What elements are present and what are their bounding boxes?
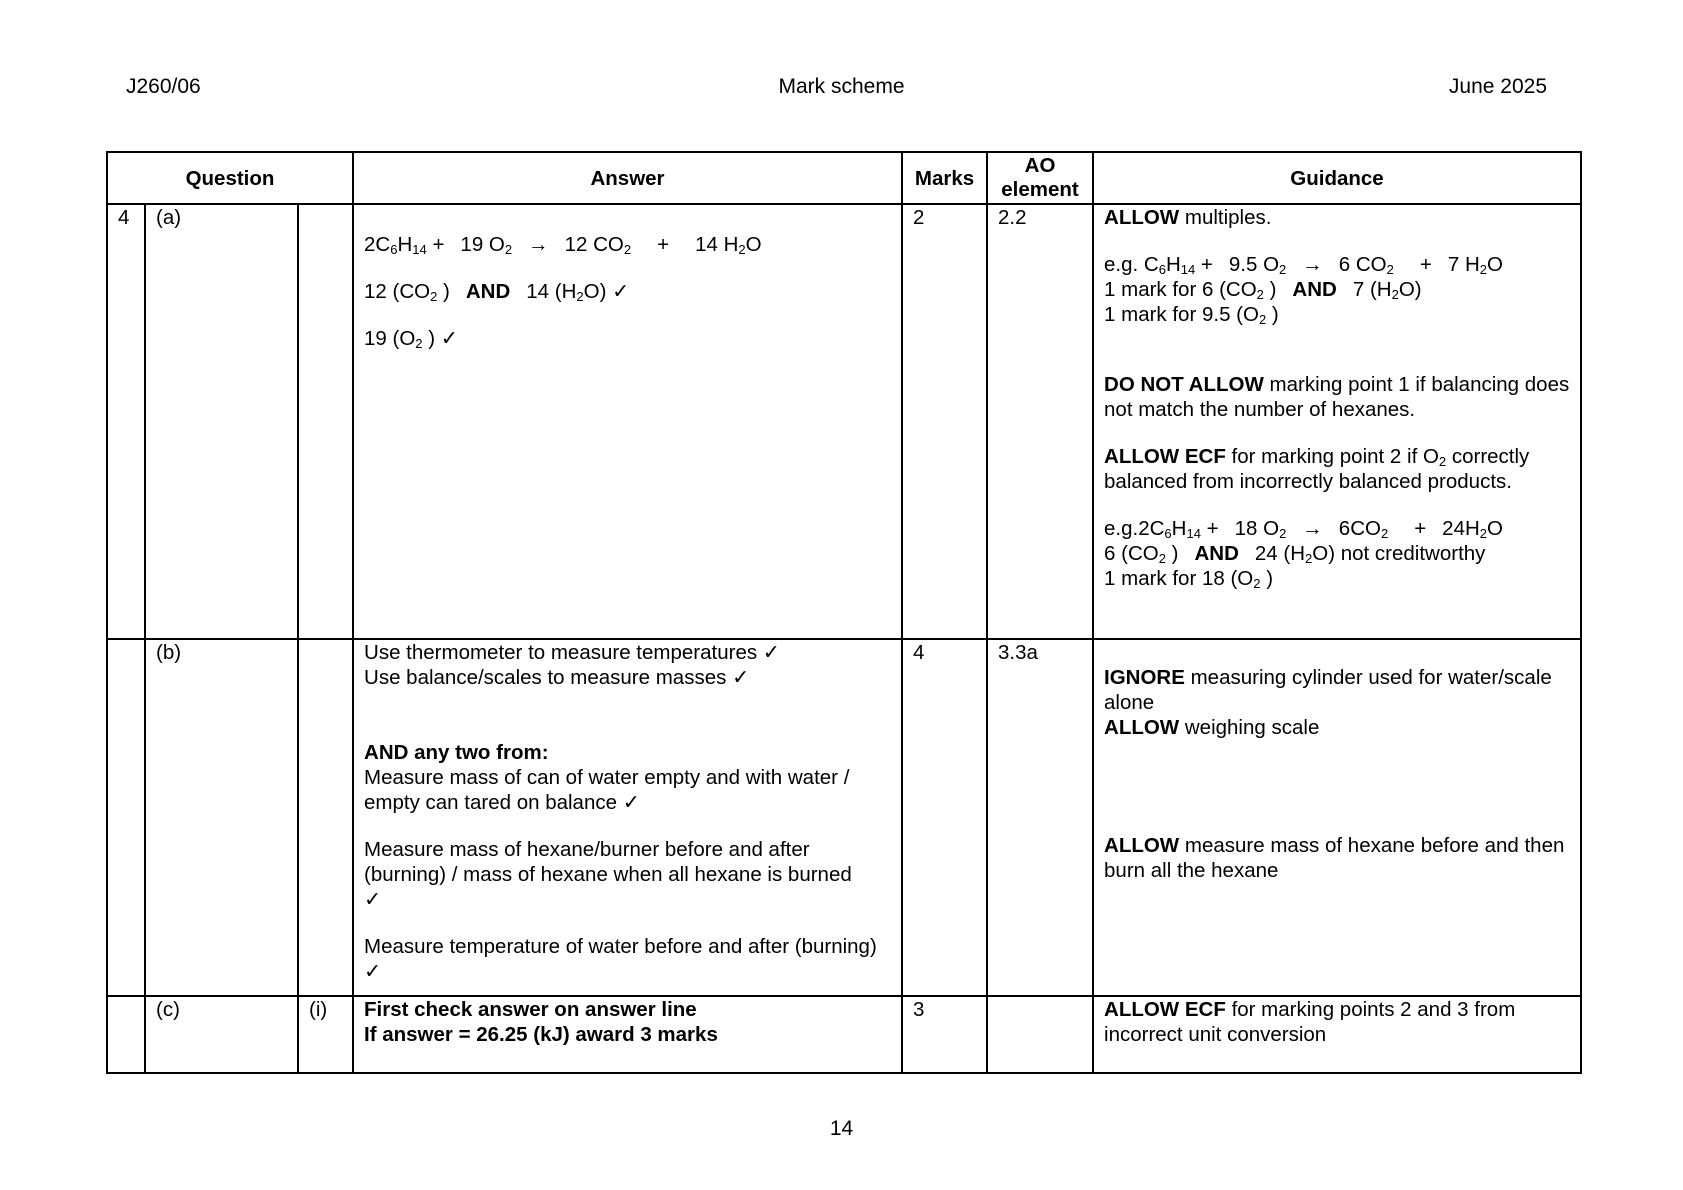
question-subpart bbox=[298, 204, 353, 639]
do-not-allow-label: DO NOT ALLOW bbox=[1104, 373, 1264, 396]
table-row bbox=[107, 204, 1581, 639]
table-header-row bbox=[107, 152, 1581, 204]
guidance-cell: ALLOW ECF for marking points 2 and 3 from incorrect unit conversion bbox=[1093, 996, 1581, 1073]
mark-scheme-table bbox=[106, 151, 1582, 1074]
allow-label: ALLOW bbox=[1104, 834, 1180, 857]
marks-cell: 2 bbox=[902, 204, 987, 639]
question-part: (c) bbox=[145, 996, 298, 1073]
ao-element-cell: 3.3a bbox=[987, 639, 1093, 996]
answer-cell: First check answer on answer line If answer = 26.25 (kJ) award 3 marks bbox=[353, 996, 902, 1073]
tick-icon: ✓ bbox=[364, 888, 382, 911]
allow-ecf-label: ALLOW ECF bbox=[1104, 998, 1226, 1021]
tick-icon: ✓ bbox=[612, 280, 630, 303]
table-row bbox=[107, 639, 1581, 996]
ignore-label: IGNORE bbox=[1104, 666, 1185, 689]
and-any-two-from: AND any two from: bbox=[364, 741, 549, 764]
question-header: Question bbox=[107, 152, 353, 204]
marks-header: Marks bbox=[902, 152, 987, 204]
answer-cell bbox=[353, 204, 902, 639]
document-code: J260/06 bbox=[126, 75, 201, 98]
answer-header: Answer bbox=[353, 152, 902, 204]
example-equation-1: e.g. $C_6H_{14} + 9.5$ $O_2 \to 6$ $CO_2 + 7$ $H_2O$ bbox=[1104, 253, 1503, 277]
allow-label: ALLOW bbox=[1104, 716, 1180, 739]
guidance-header: Guidance bbox=[1093, 152, 1581, 204]
example-equation-2: $e.g.2C_6H_{14} + 18$ $O_2 \to 6CO_2 + 24H_2O$ bbox=[1104, 517, 1503, 541]
marking-point-1: 12 ($CO_2$ ) AND 14 $(H_2O)$ ✓ bbox=[364, 280, 630, 304]
question-part: (b) bbox=[145, 639, 298, 996]
tick-icon: ✓ bbox=[440, 327, 458, 350]
tick-icon: ✓ bbox=[364, 960, 382, 983]
question-part: (a) bbox=[145, 204, 298, 639]
ao-element-cell: 2.2 bbox=[987, 204, 1093, 639]
guidance-cell: IGNORE measuring cylinder used for water/scale alone ALLOW weighing scale ALLOW measure mass of hexane before and then burn all the hexane bbox=[1093, 639, 1581, 996]
page-number: 14 bbox=[829, 1117, 854, 1140]
tick-icon: ✓ bbox=[762, 641, 780, 664]
marking-point-2: 19 ($O_2$ ) ✓ bbox=[364, 327, 458, 351]
allow-ecf-label: ALLOW ECF bbox=[1104, 445, 1226, 468]
marks-cell: 4 bbox=[902, 639, 987, 996]
ao-element-header: AO element bbox=[987, 152, 1093, 204]
allow-label: ALLOW bbox=[1104, 206, 1180, 229]
tick-icon: ✓ bbox=[622, 791, 640, 814]
marks-cell: 3 bbox=[902, 996, 987, 1073]
document-title: Mark scheme bbox=[778, 75, 905, 98]
question-subpart bbox=[298, 639, 353, 996]
document-date: June 2025 bbox=[1448, 75, 1547, 98]
answer-cell: Use thermometer to measure temperatures ✓ Use balance/scales to measure masses ✓ AND any two from: Measure mass of can of water empty and with water / empty can tared on balance ✓ Measure mass of hexane/burner before and after (burning) / mass of hexane when all hexane is burned ✓ Measure temperature of water before and after (burning) ✓ bbox=[353, 639, 902, 996]
ao-element-cell bbox=[987, 996, 1093, 1073]
question-subpart: (i) bbox=[298, 996, 353, 1073]
question-number bbox=[107, 996, 145, 1073]
guidance-cell: ALLOW multiples. e.g. $C_6H_{14} + 9.5$ $O_2 \to 6$ $CO_2 + 7$ $H_2O$ 1 mark for 6 ($CO_2$ ) AND 7 $(H_2O)$ 1 mark for 9.5 ($O_2$ ) DO NOT ALLOW marking point 1 if balancing does not match the number of hexanes. ALLOW ECF for marking point 2 if $O_2$ correctly balanced from incorrectly balanced products. $e.g.2C_6H_{14} + 18$ $O_2 \to 6CO_2 + 24H_2O$ 6 ($CO_2$ ) AND 24 $(H_2O)$ not creditworthy 1 mark for 18 ($O_2$ ) bbox=[1093, 204, 1581, 639]
question-number: 4 bbox=[107, 204, 145, 639]
balanced-equation: $2C_6H_{14} + 19$ $O_2 \to 12$ $CO_2 + 14$ $H_2O$ bbox=[364, 233, 762, 257]
tick-icon: ✓ bbox=[732, 666, 750, 689]
table-row bbox=[107, 996, 1581, 1073]
question-number bbox=[107, 639, 145, 996]
